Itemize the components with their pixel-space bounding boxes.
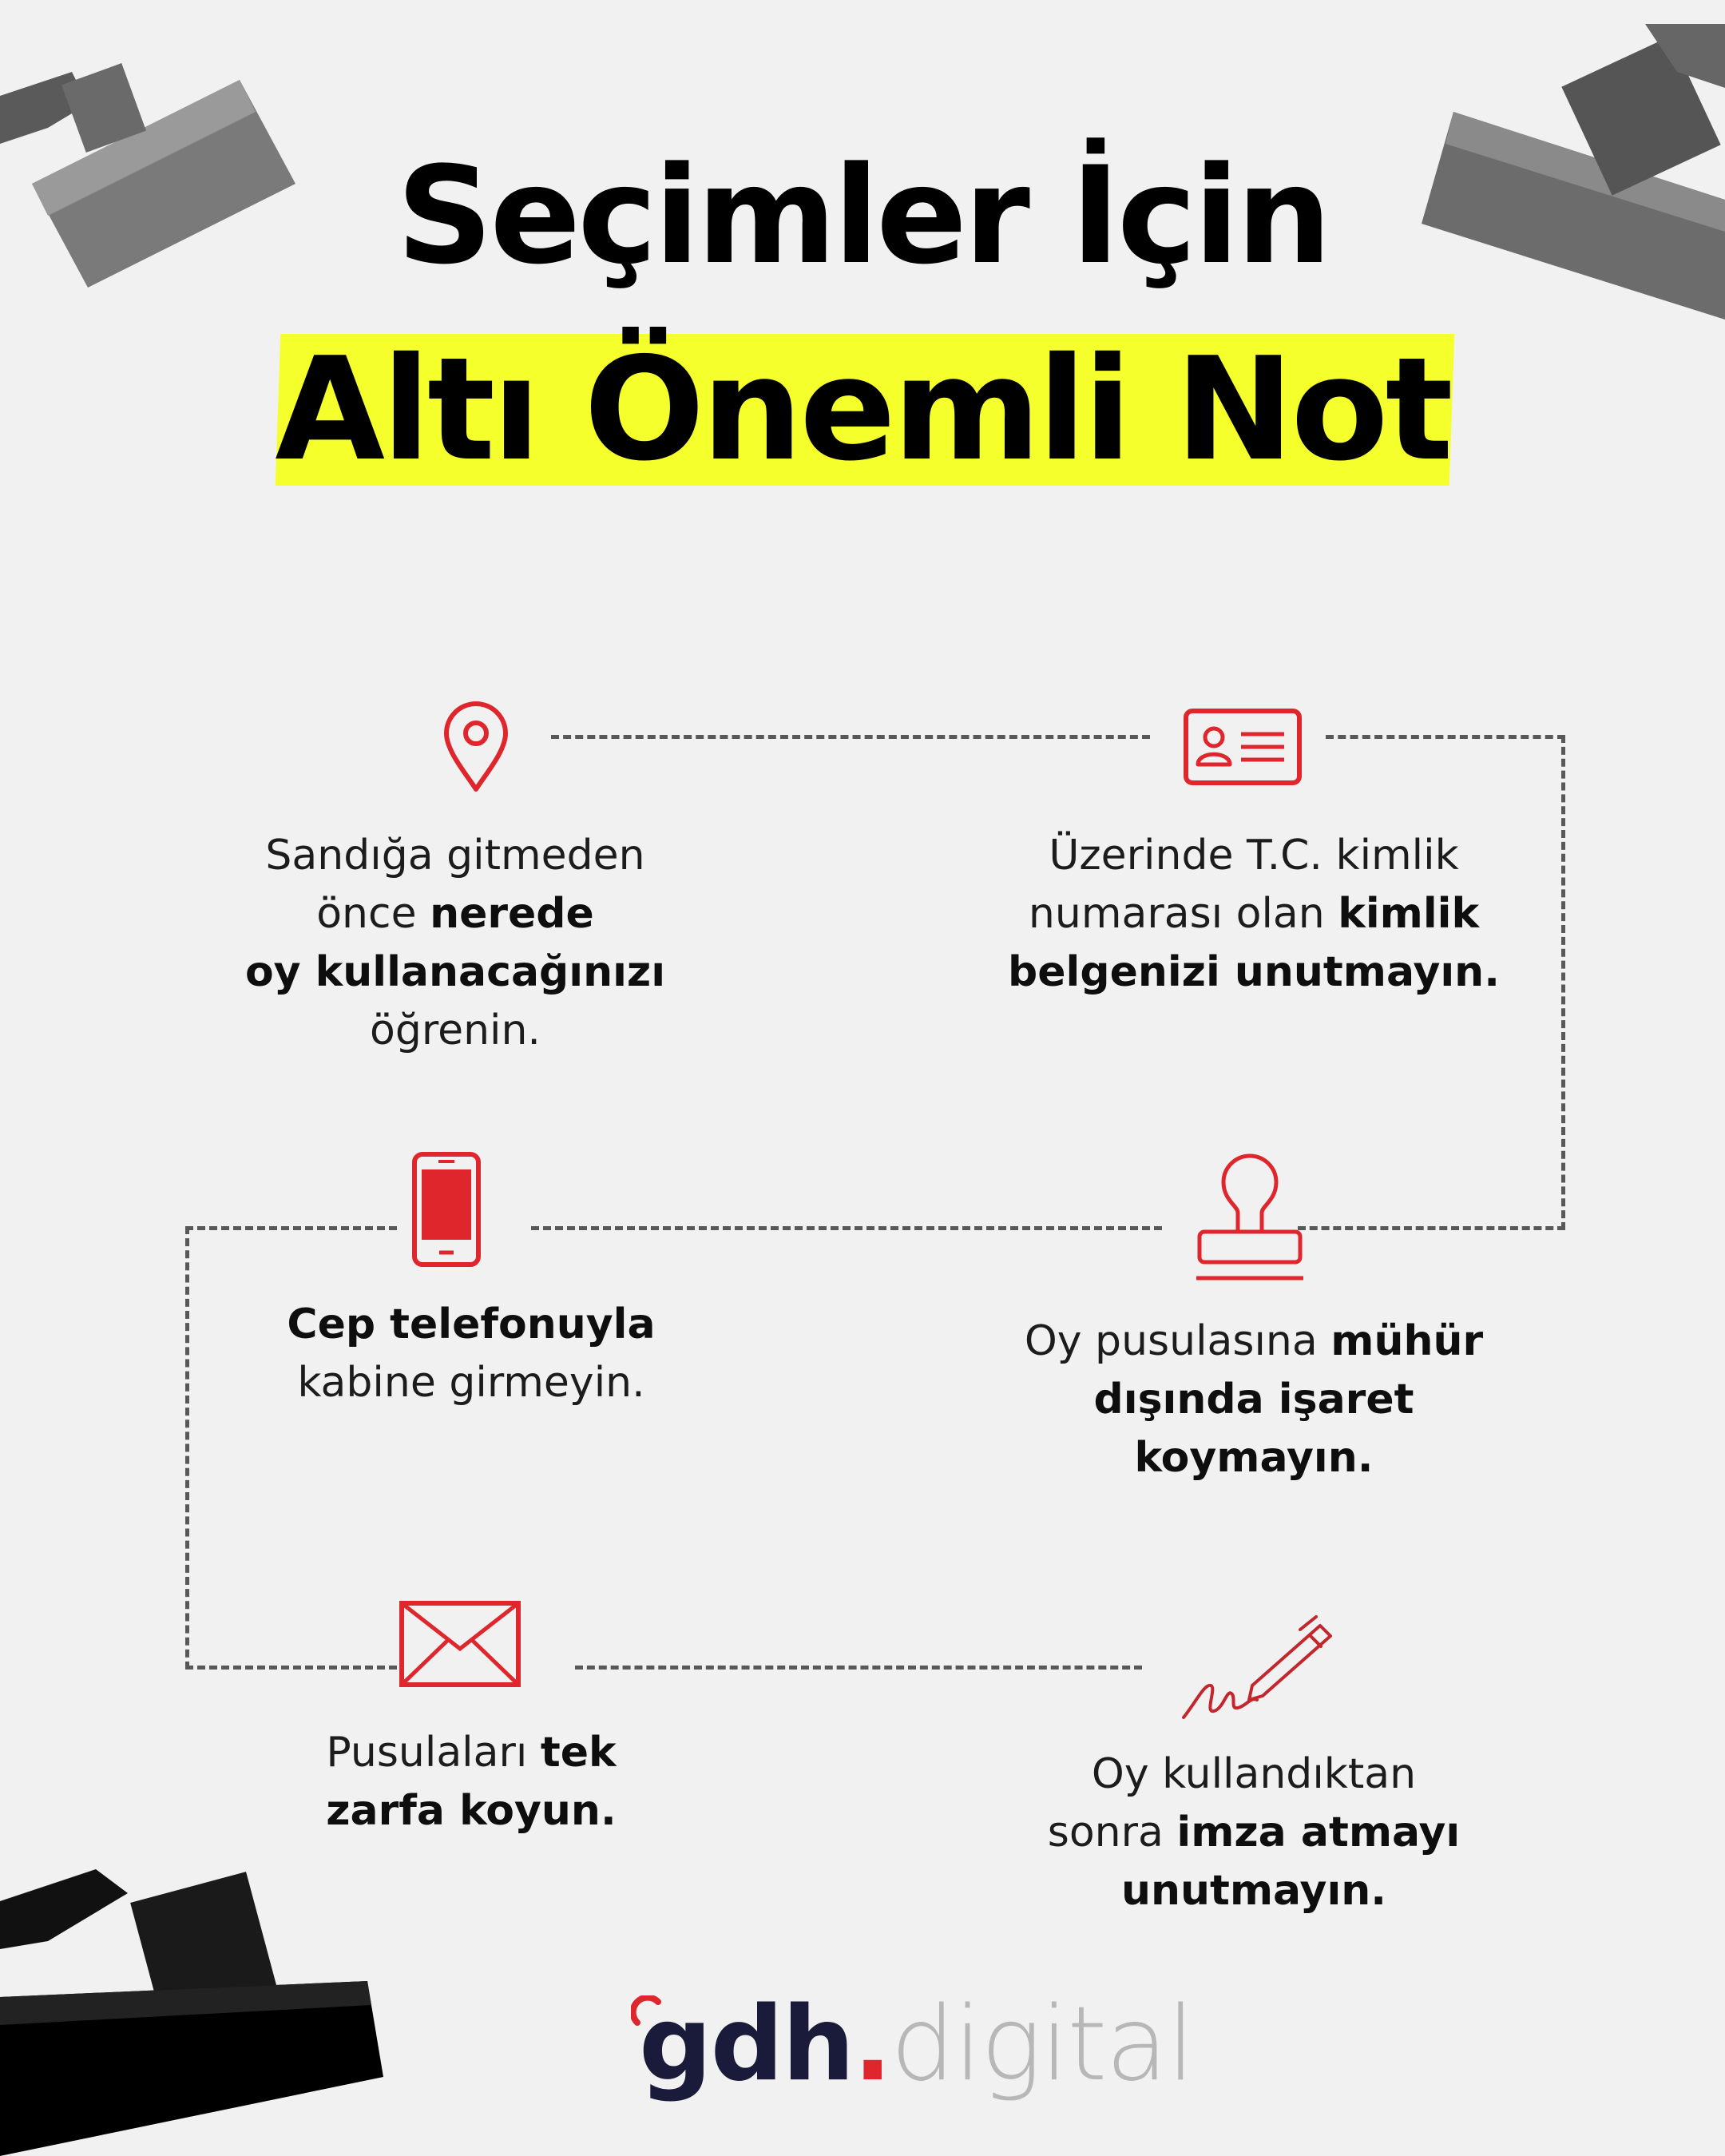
note-text: öğrenin. (370, 1007, 541, 1054)
connector-line (575, 1666, 1142, 1670)
pen-signature-icon (1180, 1614, 1340, 1721)
connector-line (531, 1226, 1162, 1230)
envelope-icon (398, 1599, 522, 1689)
stamp-icon (1190, 1150, 1310, 1288)
connector-line (185, 1666, 397, 1670)
note-4 (982, 1312, 1525, 1487)
logo-dot: . (853, 1985, 890, 2104)
note-text: sonra (1047, 1809, 1177, 1856)
ballot-box-bottom-left-decoration (0, 1837, 415, 2156)
note-text-bold: imza atmayı (1176, 1809, 1461, 1856)
logo-suffix: digital (890, 1985, 1194, 2104)
logo-arc-icon (631, 1995, 663, 2027)
note-text: Oy pusulasına (1024, 1317, 1331, 1365)
note-text: önce (316, 890, 430, 938)
note-text: Üzerinde T.C. kimlik (1049, 832, 1459, 879)
connector-line (1561, 735, 1565, 1230)
note-text-bold: oy kullanacağınızı (244, 948, 666, 996)
logo-brand: gdh (639, 1985, 854, 2104)
note-text-bold: koymayın. (1134, 1434, 1374, 1482)
note-text-bold: unutmayın. (1120, 1867, 1387, 1915)
title-line-2: Altı Önemli Not (275, 327, 1450, 492)
note-text: numarası olan (1028, 890, 1338, 938)
connector-line (1298, 1226, 1565, 1230)
note-text-bold: nerede (430, 890, 594, 938)
note-text: Sandığa gitmeden (265, 832, 645, 879)
note-text-bold: Cep telefonuyla (287, 1300, 656, 1348)
mobile-phone-icon (410, 1150, 482, 1269)
connector-line (1326, 735, 1565, 739)
note-text-bold: dışında işaret (1093, 1376, 1414, 1423)
connector-line (551, 735, 1150, 739)
note-text-bold: belgenizi unutmayın. (1008, 948, 1500, 996)
note-text-bold: zarfa koyun. (326, 1787, 617, 1835)
connector-line (185, 1226, 397, 1230)
note-6 (982, 1745, 1525, 1920)
note-text-bold: mühür (1330, 1317, 1484, 1365)
note-3 (232, 1296, 711, 1412)
connector-line (185, 1226, 189, 1670)
note-text-bold: kimlik (1338, 890, 1480, 938)
id-card-icon (1182, 707, 1303, 787)
note-1 (216, 827, 695, 1060)
note-2 (974, 827, 1533, 1002)
title-line-1: Seçimler İçin (396, 137, 1329, 294)
gdh-digital-logo (639, 1985, 1194, 2104)
note-text-bold: tek (540, 1729, 617, 1777)
note-5 (232, 1724, 711, 1840)
location-pin-icon (442, 701, 510, 793)
note-text: Oy kullandıktan (1091, 1750, 1417, 1798)
note-text: kabine girmeyin. (297, 1359, 645, 1407)
note-text: Pusulaları (326, 1729, 541, 1777)
